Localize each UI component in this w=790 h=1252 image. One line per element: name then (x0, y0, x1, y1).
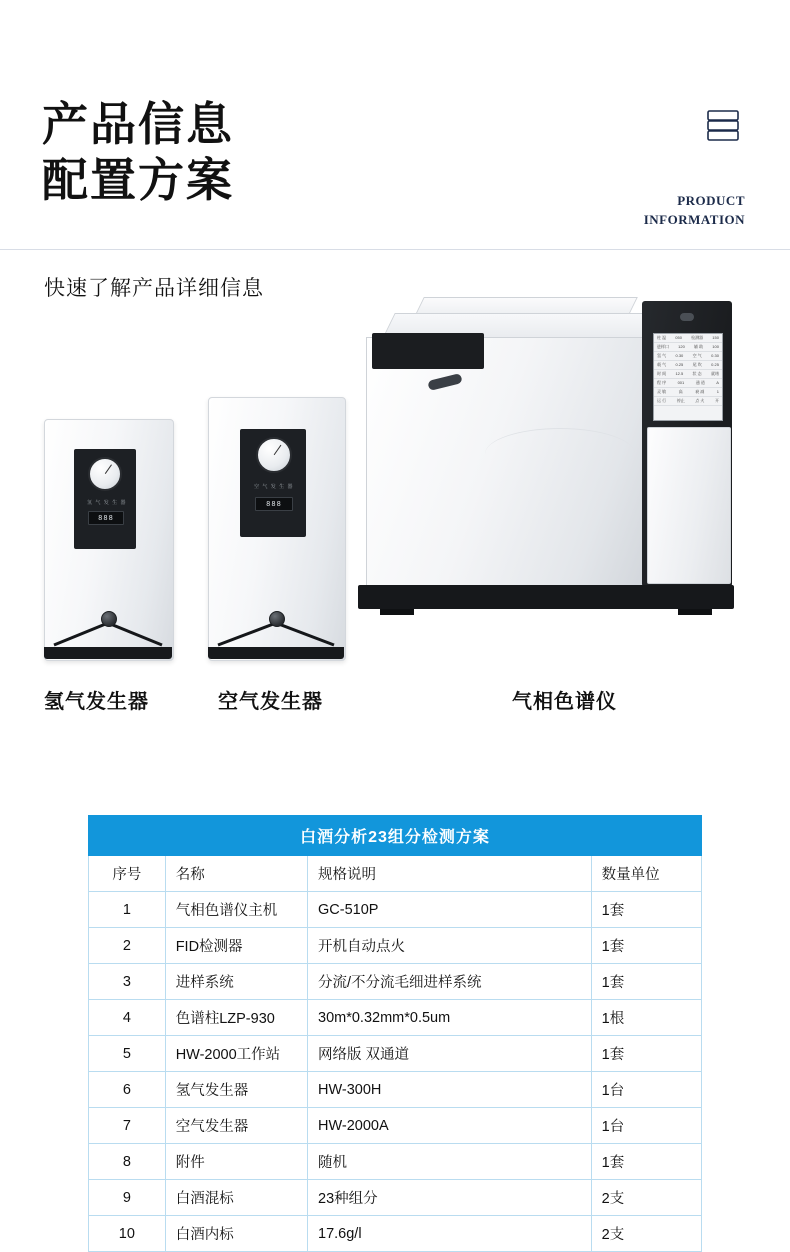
column-header-index: 序号 (89, 856, 166, 892)
cell-index: 1 (89, 892, 166, 928)
gc-screen-cell: 高 (678, 389, 683, 394)
cell-spec: 30m*0.32mm*0.5um (308, 1000, 592, 1036)
air-generator-panel-label: 空 气 发 生 器 (254, 484, 294, 490)
gc-screen-cell: 就绪 (710, 371, 719, 376)
gc-screen-cell: 100 (712, 344, 719, 349)
air-generator-panel (240, 429, 306, 537)
cell-spec: HW-300H (308, 1072, 592, 1108)
cell-qty: 2支 (591, 1180, 701, 1216)
table-row (89, 1108, 702, 1144)
gc-screen-cell: 停止 (676, 398, 685, 403)
gc-screen-row (654, 388, 722, 397)
cell-index: 4 (89, 1000, 166, 1036)
table-row (89, 928, 702, 964)
gc-base (358, 585, 734, 609)
gc-screen-cell: 0.30 (675, 353, 684, 358)
cell-spec: 随机 (308, 1144, 592, 1180)
cell-index: 5 (89, 1036, 166, 1072)
cell-index: 9 (89, 1180, 166, 1216)
page-title-line-1: 产品信息 (42, 98, 234, 150)
spec-table (88, 815, 702, 1252)
gc-screen-cell: 灵 敏 (657, 389, 667, 394)
pressure-gauge-icon (88, 457, 122, 491)
table-row (89, 1144, 702, 1180)
gc-control-screen[interactable] (653, 333, 723, 421)
cell-index: 3 (89, 964, 166, 1000)
cell-name: FID检测器 (165, 928, 307, 964)
table-row (89, 1072, 702, 1108)
cell-name: 色谱柱LZP-930 (165, 1000, 307, 1036)
gc-screen-cell: 点 火 (695, 398, 705, 403)
gc-screen-cell: 1 (716, 389, 719, 394)
cell-index: 10 (89, 1216, 166, 1252)
gc-screen-cell: 001 (677, 380, 685, 385)
page-subtitle: 快速了解产品详细信息 (44, 277, 264, 300)
cell-qty: 1套 (591, 928, 701, 964)
gc-screen-row (654, 379, 722, 388)
table-row (89, 1180, 702, 1216)
gc-screen-cell: 0.25 (675, 362, 684, 367)
cell-qty: 1台 (591, 1108, 701, 1144)
caption-air-generator: 空气发生器 (218, 691, 323, 713)
cell-spec: 开机自动点火 (308, 928, 592, 964)
gc-screen-cell: 载 气 (657, 362, 667, 367)
gc-screen-cell: 通 道 (695, 380, 705, 385)
product-information-line-2: INFORMATION (643, 211, 745, 227)
cell-spec: 23种组分 (308, 1180, 592, 1216)
gc-screen-cell: 运 行 (657, 398, 667, 403)
air-generator-image (208, 397, 344, 659)
gc-screen-cell: 衰 减 (695, 389, 705, 394)
cell-name: 进样系统 (165, 964, 307, 1000)
gc-screen-cell: 开 (714, 398, 719, 403)
pressure-gauge-icon (256, 437, 292, 473)
gc-screen-row (654, 397, 722, 406)
gc-screen-cell: 120 (678, 344, 685, 349)
gc-screen-cell: 0.30 (711, 353, 719, 358)
hydrogen-generator-image (44, 419, 172, 659)
air-generator-base (208, 647, 344, 659)
spec-table-head (89, 816, 702, 856)
gc-screen-cell: 0.25 (711, 362, 719, 367)
cell-qty: 1套 (591, 1036, 701, 1072)
table-row (89, 964, 702, 1000)
cell-spec: HW-2000A (308, 1108, 592, 1144)
gc-foot-right (678, 609, 712, 615)
gc-screen-cell: 柱 温 (657, 335, 667, 340)
gc-logo (680, 313, 694, 321)
gc-injector-block (372, 333, 484, 369)
gc-screen-row (654, 352, 722, 361)
table-title: 白酒分析23组分检测方案 (89, 816, 702, 856)
layers-icon (702, 108, 746, 144)
column-header-spec: 规格说明 (308, 856, 592, 892)
gas-chromatograph-image (358, 277, 748, 617)
cell-name: 附件 (165, 1144, 307, 1180)
product-information-line-1: PRODUCT (677, 193, 745, 208)
gc-screen-cell: 状 态 (692, 371, 702, 376)
gc-screen-cell: 12.5 (675, 371, 684, 376)
gc-screen-cell: 氢 气 (657, 353, 667, 358)
hydrogen-generator-display: 888 (88, 511, 124, 525)
air-generator-display: 888 (255, 497, 293, 511)
cell-qty: 1套 (591, 892, 701, 928)
gc-oven-door (485, 428, 635, 549)
gc-screen-cell: 时 间 (657, 371, 667, 376)
table-title-row (89, 816, 702, 856)
table-row (89, 1000, 702, 1036)
cell-index: 7 (89, 1108, 166, 1144)
cell-spec: 17.6g/l (308, 1216, 592, 1252)
cell-spec: 网络版 双通道 (308, 1036, 592, 1072)
cell-spec: GC-510P (308, 892, 592, 928)
gc-screen-cell: 050 (675, 335, 682, 340)
gc-screen-cell: 进样口 (657, 344, 669, 349)
gc-screen-cell: A (716, 380, 719, 385)
gc-main-body (366, 337, 646, 589)
gc-screen-cell: 尾 吹 (692, 362, 702, 367)
gc-screen-cell: 检测器 (691, 335, 704, 340)
column-header-qty: 数量单位 (591, 856, 701, 892)
header-divider (0, 249, 790, 250)
gc-screen-cell: 辅 助 (694, 344, 704, 349)
cell-qty: 2支 (591, 1216, 701, 1252)
cell-name: 空气发生器 (165, 1108, 307, 1144)
column-header-name: 名称 (165, 856, 307, 892)
gc-screen-cell: 150 (712, 335, 719, 340)
cell-name: HW-2000工作站 (165, 1036, 307, 1072)
configuration-table (88, 815, 702, 1252)
gc-screen-row (654, 334, 722, 343)
spec-table-body (89, 856, 702, 1252)
cell-name: 白酒内标 (165, 1216, 307, 1252)
cell-qty: 1套 (591, 964, 701, 1000)
hydrogen-generator-panel (74, 449, 136, 549)
gc-foot-left (380, 609, 414, 615)
caption-hydrogen-generator: 氢气发生器 (44, 691, 149, 713)
gc-lower-panel (647, 427, 731, 584)
cell-qty: 1台 (591, 1072, 701, 1108)
hydrogen-generator-panel-label: 氢 气 发 生 器 (87, 500, 127, 506)
page-title-line-2: 配置方案 (42, 154, 234, 207)
cell-spec: 分流/不分流毛细进样系统 (308, 964, 592, 1000)
cell-qty: 1套 (591, 1144, 701, 1180)
table-header-row (89, 856, 702, 892)
gc-screen-cell: 程 序 (657, 380, 667, 385)
gc-screen-row (654, 361, 722, 370)
cell-qty: 1根 (591, 1000, 701, 1036)
product-information-label (644, 192, 745, 230)
cell-name: 氢气发生器 (165, 1072, 307, 1108)
air-generator-knob (269, 611, 285, 627)
table-row (89, 1036, 702, 1072)
cell-index: 6 (89, 1072, 166, 1108)
page-header (0, 0, 790, 300)
hydrogen-generator-knob (101, 611, 117, 627)
cell-index: 2 (89, 928, 166, 964)
caption-gas-chromatograph: 气相色谱仪 (512, 691, 617, 713)
cell-name: 气相色谱仪主机 (165, 892, 307, 928)
cell-index: 8 (89, 1144, 166, 1180)
table-row (89, 1216, 702, 1252)
cell-name: 白酒混标 (165, 1180, 307, 1216)
gc-screen-row (654, 343, 722, 352)
table-row (89, 892, 702, 928)
gc-screen-cell: 空 气 (692, 353, 702, 358)
gc-screen-row (654, 370, 722, 379)
page-title (42, 96, 234, 208)
product-image-area (0, 267, 790, 737)
hydrogen-generator-base (44, 647, 172, 659)
